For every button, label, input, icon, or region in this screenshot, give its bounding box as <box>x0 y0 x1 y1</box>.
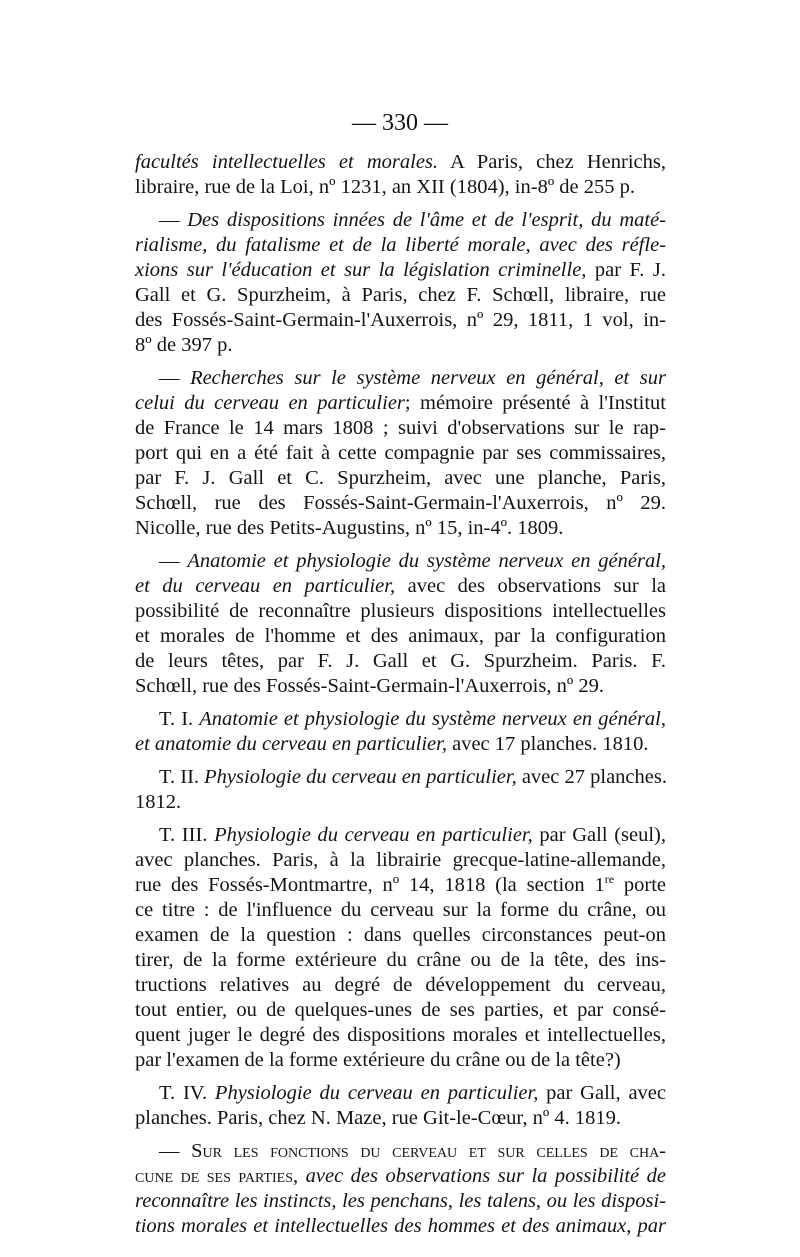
text-line: quent juger le degré des dispositions morales et intellectuelles, <box>135 1024 666 1046</box>
paragraph <box>135 208 666 358</box>
text-line <box>135 366 666 391</box>
text-span: porte <box>614 874 666 896</box>
italic-title: et anatomie du cerveau en particulier, <box>135 733 447 755</box>
italic-title: xions sur l'éducation et sur la législation criminelle, <box>135 259 587 281</box>
text-span: A Paris, chez Henrichs, <box>438 151 667 173</box>
text-line <box>135 1189 666 1214</box>
text-line <box>135 1164 666 1189</box>
text-line: tructions relatives au degré de développement du cerveau, <box>135 974 666 996</box>
text-line: Gall et G. Spurzheim, à Paris, chez F. Schœll, libraire, rue <box>135 284 666 306</box>
text-line <box>135 574 666 599</box>
text-line <box>135 765 666 790</box>
text-line <box>135 1081 666 1106</box>
text-span: T. I. <box>159 708 200 730</box>
text-span: — <box>159 1140 192 1162</box>
superscript: re <box>604 872 615 887</box>
text-span: rue des Fossés-Montmartre, nº 14, 1818 (la section 1 <box>135 874 605 896</box>
text-span: avec des observations sur la <box>395 575 667 597</box>
text-span: avec 27 planches. <box>516 766 667 788</box>
text-line <box>135 873 666 898</box>
text-line: libraire, rue de la Loi, nº 1231, an XII (1804), in-8º de 255 p. <box>135 176 636 198</box>
italic-title: Des dispositions innées de l'âme et de l'esprit, du maté- <box>187 209 666 231</box>
text-line <box>135 391 666 416</box>
text-line: port qui en a été fait à cette compagnie par ses commissaires, <box>135 442 666 464</box>
text-line <box>135 549 666 574</box>
text-line <box>135 707 666 732</box>
text-line: planches. Paris, chez N. Maze, rue Git-le-Cœur, nº 4. 1819. <box>135 1107 622 1129</box>
text-line: Schœll, rue des Fossés-Saint-Germain-l'Auxerrois, nº 29. <box>135 492 666 514</box>
italic-title: facultés intellectuelles et morales. <box>135 151 439 173</box>
text-span: par F. J. <box>586 259 666 281</box>
text-line: de France le 14 mars 1808 ; suivi d'observations sur le rap- <box>135 417 666 439</box>
text-span: — <box>159 209 188 231</box>
text-line: par l'examen de la forme extérieure du crâne ou de la tête?) <box>135 1049 621 1071</box>
text-span: ; mémoire présenté à l'Institut <box>404 392 666 414</box>
text-line: 8º de 397 p. <box>135 334 233 356</box>
small-caps-title: cune de ses parties, <box>135 1165 299 1187</box>
text-line: tout entier, ou de quelques-unes de ses parties, et par consé- <box>135 999 666 1021</box>
text-line: Nicolle, rue des Petits-Augustins, nº 15, in-4º. 1809. <box>135 517 564 539</box>
paragraph <box>135 366 666 541</box>
paragraph <box>135 150 666 200</box>
italic-title: avec des observations sur la possibilité de <box>298 1165 666 1187</box>
italic-title: Physiologie du cerveau en particulier, <box>214 824 533 846</box>
text-line <box>135 150 666 175</box>
italic-title: celui du cerveau en particulier <box>135 392 405 414</box>
text-span: par Gall, avec <box>538 1082 666 1104</box>
text-line <box>135 732 666 757</box>
italic-title: et du cerveau en particulier, <box>135 575 396 597</box>
text-line <box>135 258 666 283</box>
text-line: ce titre : de l'influence du cerveau sur la forme du crâne, ou <box>135 899 666 921</box>
text-line: examen de la question : dans quelles circonstances peut-on <box>135 924 666 946</box>
italic-title: tions morales et intellectuelles des hommes et des animaux, par <box>135 1215 666 1237</box>
text-span: — <box>159 550 188 572</box>
text-line: avec planches. Paris, à la librairie grecque-latine-allemande, <box>135 849 666 871</box>
page-number: — 330 — <box>352 110 448 136</box>
text-line: et morales de l'homme et des animaux, par la configuration <box>135 625 666 647</box>
small-caps-title: Sur les fonctions du cerveau et sur celles de cha- <box>191 1140 667 1162</box>
paragraph <box>135 707 666 757</box>
text-span: par Gall (seul), <box>532 824 666 846</box>
body-text <box>135 150 666 1247</box>
paragraph <box>135 823 666 1073</box>
text-line <box>135 1214 666 1239</box>
text-span: — <box>159 367 191 389</box>
italic-title: Physiologie du cerveau en particulier, <box>214 1082 539 1104</box>
text-line: 1812. <box>135 791 182 813</box>
italic-title: Physiologie du cerveau en particulier, <box>204 766 517 788</box>
italic-title: Recherches sur le système nerveux en général, et sur <box>190 367 666 389</box>
italic-title: reconnaître les instincts, les penchans, les talens, ou les disposi- <box>135 1190 666 1212</box>
text-span: T. III. <box>159 824 215 846</box>
paragraph <box>135 1139 666 1239</box>
text-line <box>135 1139 666 1164</box>
text-span: avec 17 planches. 1810. <box>446 733 649 755</box>
text-line: des Fossés-Saint-Germain-l'Auxerrois, nº 29, 1811, 1 vol, in- <box>135 309 666 331</box>
paragraph <box>135 1081 666 1131</box>
text-line <box>135 823 666 848</box>
text-line: Schœll, rue des Fossés-Saint-Germain-l'Auxerrois, nº 29. <box>135 675 604 697</box>
text-span: T. II. <box>159 766 205 788</box>
paragraph <box>135 549 666 699</box>
text-line <box>135 233 666 258</box>
text-line: possibilité de reconnaître plusieurs dispositions intellectuelles <box>135 600 666 622</box>
paragraph <box>135 765 666 815</box>
italic-title: rialisme, du fatalisme et de la liberté morale, avec des réfle- <box>135 234 666 256</box>
italic-title: Anatomie et physiologie du système nerveux en général, <box>187 550 667 572</box>
italic-title: Anatomie et physiologie du système nerveux en général, <box>199 708 667 730</box>
text-line: de leurs têtes, par F. J. Gall et G. Spurzheim. Paris. F. <box>135 650 666 672</box>
text-line: tirer, de la forme extérieure du crâne ou de la tête, des ins- <box>135 949 666 971</box>
text-line <box>135 208 666 233</box>
text-span: T. IV. <box>159 1082 215 1104</box>
text-line: par F. J. Gall et C. Spurzheim, avec une planche, Paris, <box>135 467 666 489</box>
